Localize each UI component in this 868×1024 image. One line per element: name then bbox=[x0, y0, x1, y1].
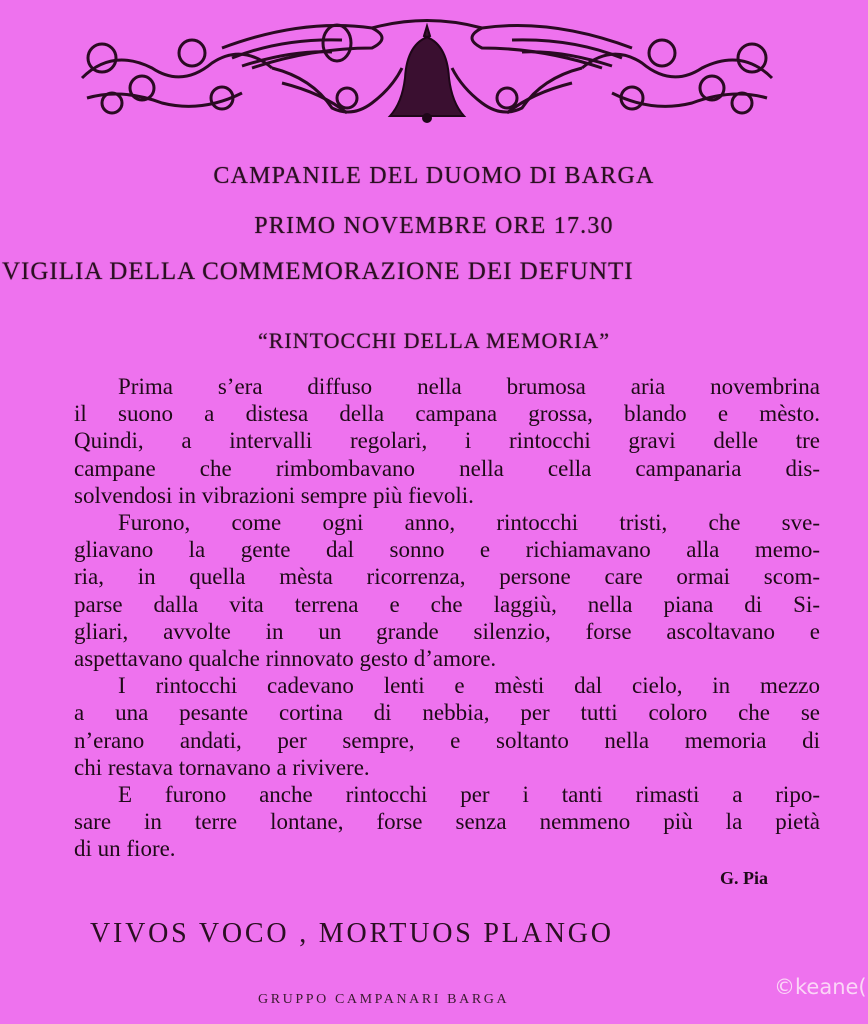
header-location: CAMPANILE DEL DUOMO DI BARGA bbox=[213, 163, 655, 189]
body-line: Prima s’era diffuso nella brumosa aria novembrina bbox=[118, 374, 820, 399]
header-date-time: PRIMO NOVEMBRE ORE 17.30 bbox=[254, 213, 614, 239]
body-text bbox=[74, 373, 820, 863]
body-line: I rintocchi cadevano lenti e mèsti dal cielo, in mezzo bbox=[118, 673, 820, 699]
body-line: di un fiore. bbox=[74, 836, 176, 862]
body-line: chi restava tornavano a rivivere. bbox=[74, 754, 370, 780]
body-line: n’erano andati, per sempre, e soltanto nella memoria di bbox=[74, 727, 820, 753]
bell-icon bbox=[72, 8, 782, 123]
body-line: gliari, avvolte in un grande silenzio, forse ascoltavano e bbox=[74, 618, 820, 644]
body-line: ria, in quella mèsta ricorrenza, persone care ormai scom- bbox=[74, 564, 820, 590]
organization-name: GRUPPO CAMPANARI BARGA bbox=[258, 992, 510, 1007]
bell-angels-ornament bbox=[72, 8, 782, 123]
body-line: gliavano la gente dal sonno e richiamavano alla memo- bbox=[74, 537, 820, 563]
copyright-watermark: ©keane( bbox=[774, 975, 867, 999]
author-signature: G. Pia bbox=[720, 868, 768, 888]
body-line: a una pesante cortina di nebbia, per tutti coloro che se bbox=[74, 700, 820, 726]
document-title: “RINTOCCHI DELLA MEMORIA” bbox=[257, 328, 611, 353]
motto: VIVOS VOCO , MORTUOS PLANGO bbox=[90, 918, 614, 949]
body-line: campane che rimbombavano nella cella campanaria dis- bbox=[74, 455, 820, 481]
body-line: aspettavano qualche rinnovato gesto d’amore. bbox=[74, 646, 497, 672]
body-line: solvendosi in vibrazioni sempre più fievoli. bbox=[74, 482, 474, 508]
body-line: il suono a distesa della campana grossa, blando e mèsto. bbox=[74, 401, 820, 427]
body-line: Quindi, a intervalli regolari, i rintocchi gravi delle tre bbox=[74, 428, 820, 454]
body-line: parse dalla vita terrena e che laggiù, nella piana di Si- bbox=[74, 591, 820, 617]
header-occasion: VIGILIA DELLA COMMEMORAZIONE DEI DEFUNTI bbox=[2, 258, 634, 285]
body-line: sare in terre lontane, forse senza nemmeno più la pietà bbox=[74, 809, 820, 835]
body-line: Furono, come ogni anno, rintocchi tristi, che sve- bbox=[118, 510, 820, 536]
body-line: E furono anche rintocchi per i tanti rimasti a ripo- bbox=[118, 782, 820, 808]
